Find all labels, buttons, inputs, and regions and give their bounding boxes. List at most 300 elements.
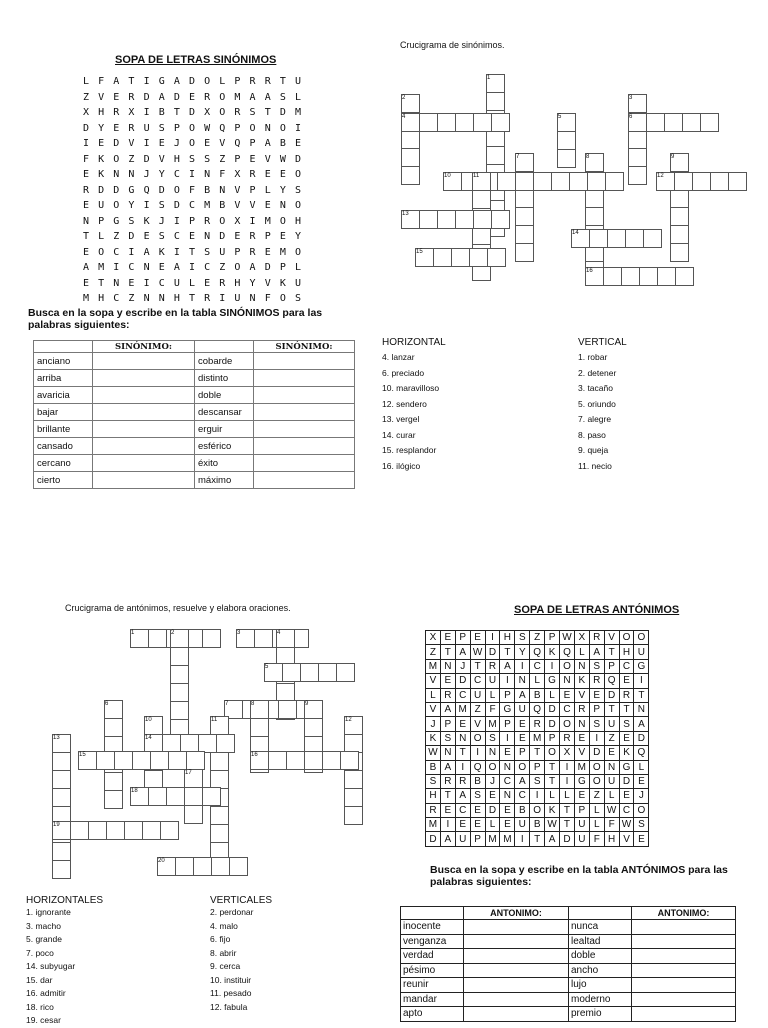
letter-cell: O <box>530 803 545 817</box>
letter-cell: H <box>500 631 515 645</box>
letter-cell: L <box>589 818 604 832</box>
clue-item: 4. lanzar <box>382 352 415 362</box>
letter-cell: L <box>545 789 560 803</box>
crossword-cell[interactable] <box>401 130 420 149</box>
crossword-cell[interactable] <box>106 821 125 840</box>
syn-answer-cell[interactable] <box>254 387 355 404</box>
syn-word: éxito <box>195 455 254 472</box>
crossword-cell[interactable] <box>643 229 662 248</box>
letter-cell: R <box>574 702 589 716</box>
letter-cell: R <box>426 803 441 817</box>
crossword-cell[interactable] <box>268 751 287 770</box>
letter-cell: S <box>589 659 604 673</box>
letter-cell: I <box>455 760 470 774</box>
letter-cell: A <box>515 774 530 788</box>
letter-cell: U <box>604 774 619 788</box>
crossword-cell[interactable] <box>486 146 505 165</box>
letter-cell: L <box>545 688 560 702</box>
syn-answer-cell[interactable] <box>254 472 355 489</box>
crossword-cell[interactable] <box>587 172 606 191</box>
letter-cell: B <box>515 803 530 817</box>
crossword-cell[interactable] <box>700 113 719 132</box>
letter-cell: P <box>500 688 515 702</box>
syn-answer-cell[interactable] <box>93 353 195 370</box>
crossword-cell[interactable] <box>193 857 212 876</box>
letter-cell: E <box>619 731 634 745</box>
crossword-cell[interactable] <box>605 172 624 191</box>
crossword-cell[interactable] <box>124 821 143 840</box>
ant-search-title: SOPA DE LETRAS ANTÓNIMOS <box>514 604 680 616</box>
clue-item: 2. detener <box>578 367 617 378</box>
letter-cell: P <box>500 717 515 731</box>
ant-answer-cell[interactable] <box>464 920 569 935</box>
crossword-cell[interactable] <box>186 751 205 770</box>
crossword-cell[interactable] <box>433 248 452 267</box>
letter-cell: X <box>560 746 575 760</box>
letter-cell: O <box>589 760 604 774</box>
ant-answer-cell[interactable] <box>632 978 736 993</box>
syn-grid-row: A M I C N E A I C Z O A D P L <box>83 262 303 273</box>
crossword-cell[interactable] <box>286 751 305 770</box>
crossword-cell[interactable] <box>52 770 71 789</box>
crossword-cell[interactable] <box>344 806 363 825</box>
letter-cell: L <box>485 818 500 832</box>
letter-cell: S <box>634 818 649 832</box>
clue-item: 6. fijo <box>210 934 231 944</box>
ant-grid-row <box>426 731 649 745</box>
ant-grid-row <box>426 760 649 774</box>
ant-grid-row <box>426 659 649 673</box>
crossword-cell[interactable] <box>211 857 230 876</box>
crossword-cell[interactable] <box>670 189 689 208</box>
letter-cell: P <box>545 631 560 645</box>
ant-grid-row <box>426 702 649 716</box>
clue-item: 15. dar <box>26 974 53 985</box>
clue-item: 11. pesado <box>210 988 252 998</box>
crossword-cell[interactable] <box>300 663 319 682</box>
letter-cell: E <box>634 832 649 846</box>
crossword-cell[interactable] <box>210 806 229 825</box>
syn-answer-cell[interactable] <box>93 455 195 472</box>
crossword-cell[interactable] <box>336 663 355 682</box>
clue-item: 10. instituir <box>210 974 252 985</box>
crossword-number: 1 <box>131 630 135 636</box>
letter-cell: T <box>634 688 649 702</box>
clue-item: 10. maravilloso <box>382 383 440 393</box>
crossword-cell[interactable] <box>401 148 420 167</box>
ant-answer-cell[interactable] <box>632 920 736 935</box>
letter-cell: O <box>560 659 575 673</box>
syn-word: cercano <box>34 455 93 472</box>
ant-horizontal-title: HORIZONTALES <box>26 895 104 906</box>
crossword-cell[interactable] <box>675 267 694 286</box>
crossword-cell[interactable] <box>175 857 194 876</box>
crossword-cell[interactable] <box>515 225 534 244</box>
letter-cell: L <box>560 789 575 803</box>
letter-cell: N <box>500 760 515 774</box>
crossword-cell[interactable] <box>497 172 516 191</box>
crossword-cell[interactable] <box>142 821 161 840</box>
ant-col-header: ANTONIMO: <box>464 907 569 920</box>
syn-answer-cell[interactable] <box>93 438 195 455</box>
crossword-cell[interactable] <box>557 131 576 150</box>
ant-word: verdad <box>401 949 464 964</box>
letter-cell: C <box>619 659 634 673</box>
letter-cell: P <box>455 631 470 645</box>
letter-cell: J <box>485 774 500 788</box>
letter-cell: S <box>589 717 604 731</box>
ant-grid-row <box>426 645 649 659</box>
letter-cell: G <box>500 702 515 716</box>
syn-grid-row: F K O Z D V H S S Z P E V W D <box>83 153 303 165</box>
letter-cell: L <box>574 645 589 659</box>
letter-cell: X <box>574 631 589 645</box>
letter-cell: E <box>500 818 515 832</box>
letter-cell: I <box>530 789 545 803</box>
letter-cell: T <box>560 818 575 832</box>
syn-word: máximo <box>195 472 254 489</box>
letter-cell: E <box>560 688 575 702</box>
syn-letter-grid <box>83 76 303 309</box>
crossword-cell[interactable] <box>148 629 167 648</box>
letter-cell: H <box>619 645 634 659</box>
crossword-cell[interactable] <box>551 172 570 191</box>
clue-item: 6. preciado <box>382 367 425 378</box>
letter-cell: V <box>604 631 619 645</box>
letter-cell: C <box>515 789 530 803</box>
syn-answer-cell[interactable] <box>93 421 195 438</box>
crossword-cell[interactable] <box>628 148 647 167</box>
ant-answer-cell[interactable] <box>464 934 569 949</box>
syn-grid-row: I E D V I E J O E V Q P A B E <box>83 138 303 149</box>
letter-cell: U <box>455 832 470 846</box>
letter-cell: O <box>634 631 649 645</box>
letter-cell: M <box>426 818 441 832</box>
crossword-cell[interactable] <box>710 172 729 191</box>
letter-cell: I <box>560 774 575 788</box>
crossword-cell[interactable] <box>104 772 123 791</box>
ant-answer-cell[interactable] <box>632 963 736 978</box>
letter-cell: U <box>470 688 485 702</box>
syn-word: anciano <box>34 353 93 370</box>
crossword-cell[interactable] <box>491 113 510 132</box>
crossword-cell[interactable] <box>166 787 185 806</box>
letter-cell: A <box>455 789 470 803</box>
crossword-cell[interactable] <box>728 172 747 191</box>
letter-cell: W <box>545 818 560 832</box>
crossword-cell[interactable] <box>515 172 534 191</box>
crossword-cell[interactable] <box>344 770 363 789</box>
crossword-cell[interactable] <box>114 751 133 770</box>
clue-item: 15. resplandor <box>382 445 437 455</box>
letter-cell: K <box>545 645 560 659</box>
crossword-cell[interactable] <box>104 718 123 737</box>
crossword-cell[interactable] <box>278 700 297 719</box>
crossword-cell[interactable] <box>170 683 189 702</box>
ant-answer-cell[interactable] <box>464 949 569 964</box>
letter-cell: E <box>589 688 604 702</box>
syn-answer-cell[interactable] <box>254 421 355 438</box>
ant-answer-cell[interactable] <box>464 963 569 978</box>
ant-answer-cell[interactable] <box>632 934 736 949</box>
crossword-cell[interactable] <box>533 172 552 191</box>
crossword-cell[interactable] <box>664 113 683 132</box>
syn-answer-cell[interactable] <box>93 472 195 489</box>
letter-cell: R <box>485 659 500 673</box>
crossword-cell[interactable] <box>419 210 438 229</box>
ant-horizontal-clues <box>26 895 103 1028</box>
crossword-cell[interactable] <box>473 113 492 132</box>
crossword-cell[interactable] <box>451 248 470 267</box>
table-row <box>34 421 355 438</box>
letter-cell: H <box>426 789 441 803</box>
crossword-cell[interactable] <box>170 665 189 684</box>
crossword-cell[interactable] <box>515 243 534 262</box>
letter-cell: S <box>485 731 500 745</box>
ant-answer-cell[interactable] <box>632 949 736 964</box>
crossword-cell[interactable] <box>639 267 658 286</box>
letter-cell: E <box>440 803 455 817</box>
crossword-number: 7 <box>225 701 229 707</box>
letter-cell: V <box>619 832 634 846</box>
letter-cell: D <box>560 832 575 846</box>
letter-cell: Q <box>470 760 485 774</box>
letter-cell: R <box>530 717 545 731</box>
crossword-cell[interactable] <box>304 718 323 737</box>
letter-cell: I <box>545 659 560 673</box>
syn-answer-cell[interactable] <box>93 370 195 387</box>
letter-cell: T <box>619 702 634 716</box>
crossword-cell[interactable] <box>170 701 189 720</box>
crossword-cell[interactable] <box>646 113 665 132</box>
crossword-cell[interactable] <box>674 172 693 191</box>
ant-vertical-title: VERTICALES <box>210 895 273 906</box>
crossword-cell[interactable] <box>184 787 203 806</box>
syn-answer-cell[interactable] <box>93 387 195 404</box>
letter-cell: B <box>530 688 545 702</box>
clue-item: 12. fabula <box>210 1001 248 1012</box>
clue-item: 1. ignorante <box>26 907 71 917</box>
crossword-cell[interactable] <box>401 166 420 185</box>
syn-answer-cell[interactable] <box>254 370 355 387</box>
crossword-cell[interactable] <box>473 210 492 229</box>
crossword-cell[interactable] <box>585 189 604 208</box>
crossword-cell[interactable] <box>216 734 235 753</box>
crossword-cell[interactable] <box>104 790 123 809</box>
crossword-cell[interactable] <box>657 267 676 286</box>
crossword-cell[interactable] <box>52 788 71 807</box>
letter-cell: T <box>470 659 485 673</box>
letter-cell: E <box>500 803 515 817</box>
crossword-cell[interactable] <box>607 229 626 248</box>
crossword-number: 17 <box>185 770 192 776</box>
crossword-cell[interactable] <box>472 190 491 209</box>
letter-cell: P <box>440 717 455 731</box>
letter-cell: I <box>500 731 515 745</box>
crossword-cell[interactable] <box>229 857 248 876</box>
crossword-cell[interactable] <box>170 647 189 666</box>
crossword-cell[interactable] <box>148 787 167 806</box>
crossword-cell[interactable] <box>318 663 337 682</box>
crossword-cell[interactable] <box>487 248 506 267</box>
crossword-cell[interactable] <box>419 113 438 132</box>
letter-cell: Q <box>604 674 619 688</box>
ant-answer-cell[interactable] <box>632 992 736 1007</box>
letter-cell: A <box>500 659 515 673</box>
crossword-cell[interactable] <box>52 752 71 771</box>
crossword-cell[interactable] <box>88 821 107 840</box>
crossword-number: 12 <box>345 717 352 723</box>
letter-cell: D <box>485 645 500 659</box>
clue-item: 11. necio <box>578 460 612 471</box>
crossword-cell[interactable] <box>515 189 534 208</box>
crossword-cell[interactable] <box>322 751 341 770</box>
crossword-cell[interactable] <box>210 752 229 771</box>
crossword-cell[interactable] <box>491 210 510 229</box>
letter-cell: O <box>515 760 530 774</box>
syn-crossword-title: Crucigrama de sinónimos. <box>400 40 505 50</box>
crossword-cell[interactable] <box>437 210 456 229</box>
letter-cell: A <box>455 645 470 659</box>
letter-cell: Z <box>426 645 441 659</box>
crossword-cell[interactable] <box>254 629 273 648</box>
letter-cell: C <box>619 803 634 817</box>
crossword-cell[interactable] <box>304 751 323 770</box>
letter-cell: V <box>574 746 589 760</box>
crossword-cell[interactable] <box>250 718 269 737</box>
letter-cell: Z <box>589 789 604 803</box>
syn-grid-row: N P G S K J I P R O X I M O H <box>83 215 303 227</box>
letter-cell: M <box>485 717 500 731</box>
letter-cell: S <box>530 774 545 788</box>
crossword-number: 14 <box>572 230 579 236</box>
crossword-number: 16 <box>251 752 258 758</box>
letter-cell: D <box>634 731 649 745</box>
crossword-cell[interactable] <box>455 210 474 229</box>
crossword-cell[interactable] <box>202 787 221 806</box>
crossword-cell[interactable] <box>625 229 644 248</box>
crossword-cell[interactable] <box>515 207 534 226</box>
crossword-cell[interactable] <box>344 788 363 807</box>
letter-cell: S <box>426 774 441 788</box>
crossword-cell[interactable] <box>486 92 505 111</box>
letter-cell: E <box>574 789 589 803</box>
syn-answer-cell[interactable] <box>254 353 355 370</box>
letter-cell: W <box>470 645 485 659</box>
syn-grid-row: R D D G Q D O F B N V P L Y S <box>83 184 303 196</box>
ant-answer-cell[interactable] <box>632 1007 736 1022</box>
crossword-cell[interactable] <box>96 751 115 770</box>
crossword-cell[interactable] <box>670 207 689 226</box>
crossword-cell[interactable] <box>670 225 689 244</box>
crossword-cell[interactable] <box>692 172 711 191</box>
letter-cell: E <box>470 818 485 832</box>
crossword-number: 4 <box>277 630 281 636</box>
crossword-cell[interactable] <box>70 821 89 840</box>
crossword-cell[interactable] <box>603 267 622 286</box>
letter-cell: T <box>545 760 560 774</box>
syn-answer-cell[interactable] <box>254 455 355 472</box>
crossword-cell[interactable] <box>168 751 187 770</box>
crossword-cell[interactable] <box>670 243 689 262</box>
letter-cell: M <box>574 760 589 774</box>
ant-word: premio <box>569 1007 632 1022</box>
syn-word: esférico <box>195 438 254 455</box>
letter-cell: G <box>634 659 649 673</box>
crossword-cell[interactable] <box>569 172 588 191</box>
syn-answer-cell[interactable] <box>254 438 355 455</box>
crossword-cell[interactable] <box>132 751 151 770</box>
crossword-cell[interactable] <box>52 860 71 879</box>
crossword-cell[interactable] <box>455 113 474 132</box>
crossword-cell[interactable] <box>282 663 301 682</box>
crossword-cell[interactable] <box>469 248 488 267</box>
letter-cell: S <box>470 789 485 803</box>
letter-cell: N <box>574 659 589 673</box>
syn-grid-row: D Y E R U S P O W Q P O N O I <box>83 122 303 134</box>
ant-answer-cell[interactable] <box>464 1007 569 1022</box>
letter-cell: A <box>440 832 455 846</box>
crossword-cell[interactable] <box>621 267 640 286</box>
crossword-cell[interactable] <box>202 629 221 648</box>
ant-answer-cell[interactable] <box>464 992 569 1007</box>
letter-cell: Z <box>604 731 619 745</box>
ant-answer-cell[interactable] <box>464 978 569 993</box>
crossword-cell[interactable] <box>628 130 647 149</box>
crossword-cell[interactable] <box>437 113 456 132</box>
crossword-cell[interactable] <box>628 166 647 185</box>
syn-grid-row: T L Z D E S C E N D E R P E Y <box>83 231 303 242</box>
crossword-cell[interactable] <box>589 229 608 248</box>
crossword-number: 20 <box>158 858 165 864</box>
letter-cell: S <box>619 717 634 731</box>
crossword-number: 5 <box>558 114 562 120</box>
letter-cell: A <box>440 702 455 716</box>
syn-answer-cell[interactable] <box>93 404 195 421</box>
crossword-number: 10 <box>444 173 451 179</box>
crossword-cell[interactable] <box>340 751 359 770</box>
table-row <box>34 353 355 370</box>
clue-item: 7. poco <box>26 947 54 958</box>
crossword-number: 14 <box>145 735 152 741</box>
syn-search-title: SOPA DE LETRAS SINÓNIMOS <box>115 54 277 66</box>
letter-cell: U <box>574 818 589 832</box>
syn-answer-cell[interactable] <box>254 404 355 421</box>
letter-cell: O <box>485 760 500 774</box>
crossword-cell[interactable] <box>682 113 701 132</box>
crossword-number: 16 <box>586 268 593 274</box>
letter-cell: T <box>455 746 470 760</box>
crossword-cell[interactable] <box>184 805 203 824</box>
crossword-cell[interactable] <box>557 149 576 168</box>
syn-word: distinto <box>195 370 254 387</box>
crossword-number: 2 <box>171 630 175 636</box>
table-row <box>34 404 355 421</box>
crossword-cell[interactable] <box>585 207 604 226</box>
crossword-cell[interactable] <box>210 824 229 843</box>
crossword-cell[interactable] <box>52 842 71 861</box>
ant-word: venganza <box>401 934 464 949</box>
letter-cell: W <box>560 631 575 645</box>
clue-item: 16. admitir <box>26 988 66 998</box>
letter-cell: B <box>470 774 485 788</box>
crossword-cell[interactable] <box>160 821 179 840</box>
syn-vertical-clues <box>578 336 627 474</box>
letter-cell: O <box>634 803 649 817</box>
crossword-cell[interactable] <box>150 751 169 770</box>
letter-cell: L <box>530 674 545 688</box>
letter-cell: N <box>574 717 589 731</box>
